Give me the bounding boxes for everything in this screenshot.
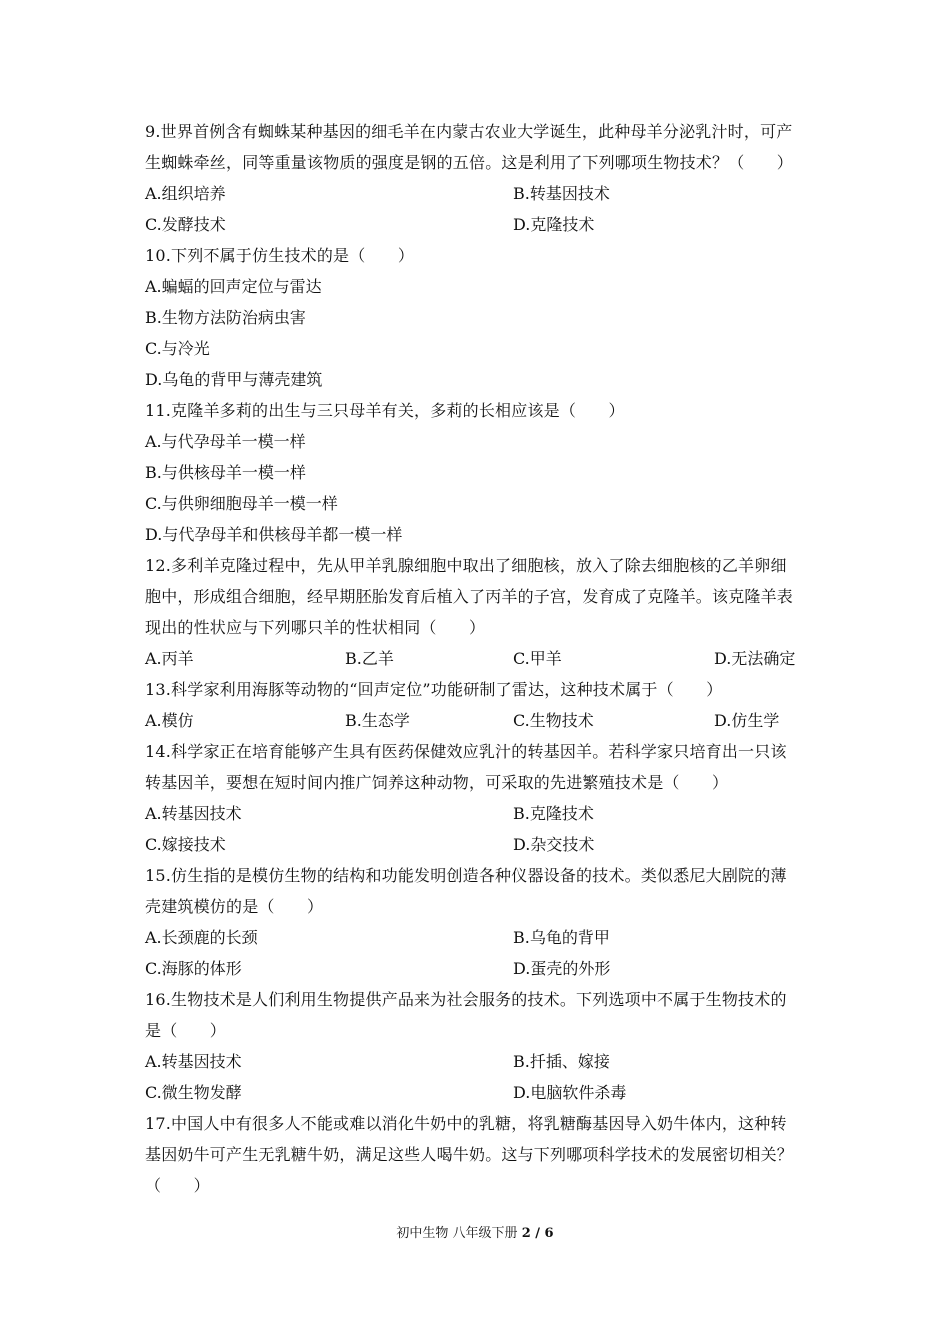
question-stem-line: 15.仿生指的是模仿生物的结构和功能发明创造各种仪器设备的技术。类似悉尼大剧院的薄	[145, 866, 787, 885]
question-stem-line: 基因奶牛可产生无乳糖牛奶，满足这些人喝牛奶。这与下列哪项科学技术的发展密切相关？	[145, 1145, 794, 1164]
option-a: A.蝙蝠的回声定位与雷达	[145, 277, 322, 296]
question-stem-line: 12.多利羊克隆过程中，先从甲羊乳腺细胞中取出了细胞核，放入了除去细胞核的乙羊卵细	[145, 556, 787, 575]
options-row	[145, 209, 810, 240]
option-c: C.微生物发酵	[145, 1083, 242, 1102]
option-a: A.与代孕母羊一模一样	[145, 432, 306, 451]
option-b: B.与供核母羊一模一样	[145, 463, 306, 482]
option-a: A.丙羊	[145, 649, 194, 668]
question-10	[145, 240, 810, 395]
option-d: D.杂交技术	[513, 835, 595, 854]
option-d: D.仿生学	[714, 711, 780, 730]
options-row	[145, 705, 810, 736]
option-d: D.蛋壳的外形	[513, 959, 611, 978]
question-stem-line: 10.下列不属于仿生技术的是（ ）	[145, 246, 415, 265]
question-stem-line: 16.生物技术是人们利用生物提供产品来为社会服务的技术。下列选项中不属于生物技术的	[145, 990, 787, 1009]
question-stem-line: 生蜘蛛牵丝，同等重量该物质的强度是钢的五倍。这是利用了下列哪项生物技术？（ ）	[145, 153, 794, 172]
option-d: D.无法确定	[714, 649, 796, 668]
option-c: C.发酵技术	[145, 215, 226, 234]
options-row	[145, 643, 810, 674]
question-stem-line: 13.科学家利用海豚等动物的“回声定位”功能研制了雷达，这种技术属于（ ）	[145, 680, 723, 699]
option-d: D.克隆技术	[513, 215, 595, 234]
question-stem-line: 转基因羊，要想在短时间内推广饲养这种动物，可采取的先进繁殖技术是（ ）	[145, 773, 729, 792]
question-stem-line: 是（ ）	[145, 1021, 227, 1040]
option-a: A.转基因技术	[145, 1052, 242, 1071]
option-b: B.扦插、嫁接	[513, 1052, 610, 1071]
question-stem-line: 9.世界首例含有蜘蛛某种基因的细毛羊在内蒙古农业大学诞生，此种母羊分泌乳汁时，可产	[145, 122, 793, 141]
option-a: A.长颈鹿的长颈	[145, 928, 258, 947]
option-a: A.组织培养	[145, 184, 226, 203]
question-11	[145, 395, 810, 550]
options-row	[145, 953, 810, 984]
options-row	[145, 1046, 810, 1077]
question-list	[145, 116, 810, 1201]
question-13	[145, 674, 810, 736]
option-c: C.与供卵细胞母羊一模一样	[145, 494, 338, 513]
question-stem-line: 17.中国人中有很多人不能或难以消化牛奶中的乳糖，将乳糖酶基因导入奶牛体内，这种转	[145, 1114, 787, 1133]
option-b: B.生物方法防治病虫害	[145, 308, 306, 327]
question-stem-line: （ ）	[145, 1176, 210, 1195]
question-stem-line: 胞中，形成组合细胞，经早期胚胎发育后植入了丙羊的子宫，发育成了克隆羊。该克隆羊表	[145, 587, 794, 606]
question-14	[145, 736, 810, 860]
page-footer	[0, 1224, 950, 1244]
option-a: A.转基因技术	[145, 804, 242, 823]
option-b: B.乙羊	[345, 649, 394, 668]
question-9	[145, 116, 810, 240]
option-c: C.嫁接技术	[145, 835, 226, 854]
options-row	[145, 798, 810, 829]
question-stem-line: 壳建筑模仿的是（ ）	[145, 897, 324, 916]
question-stem-line: 11.克隆羊多莉的出生与三只母羊有关，多莉的长相应该是（ ）	[145, 401, 625, 420]
option-c: C.海豚的体形	[145, 959, 242, 978]
option-d: D.与代孕母羊和供核母羊都一模一样	[145, 525, 403, 544]
option-c: C.与冷光	[145, 339, 210, 358]
options-row	[145, 178, 810, 209]
options-row	[145, 1077, 810, 1108]
question-17	[145, 1108, 810, 1201]
question-stem-line: 14.科学家正在培育能够产生具有医药保健效应乳汁的转基因羊。若科学家只培育出一只该	[145, 742, 787, 761]
option-c: C.甲羊	[513, 649, 562, 668]
page-total: 6	[544, 1226, 554, 1241]
page-number: 2	[521, 1226, 531, 1241]
option-b: B.生态学	[345, 711, 410, 730]
question-15	[145, 860, 810, 984]
option-b: B.乌龟的背甲	[513, 928, 610, 947]
page-separator: /	[530, 1226, 545, 1241]
option-b: B.转基因技术	[513, 184, 610, 203]
question-16	[145, 984, 810, 1108]
question-12	[145, 550, 810, 674]
question-stem-line: 现出的性状应与下列哪只羊的性状相同（ ）	[145, 618, 486, 637]
option-d: D.电脑软件杀毒	[513, 1083, 627, 1102]
options-row	[145, 922, 810, 953]
options-row	[145, 829, 810, 860]
footer-label: 初中生物 八年级下册	[396, 1226, 518, 1241]
option-c: C.生物技术	[513, 711, 594, 730]
option-d: D.乌龟的背甲与薄壳建筑	[145, 370, 323, 389]
option-a: A.模仿	[145, 711, 194, 730]
option-b: B.克隆技术	[513, 804, 594, 823]
